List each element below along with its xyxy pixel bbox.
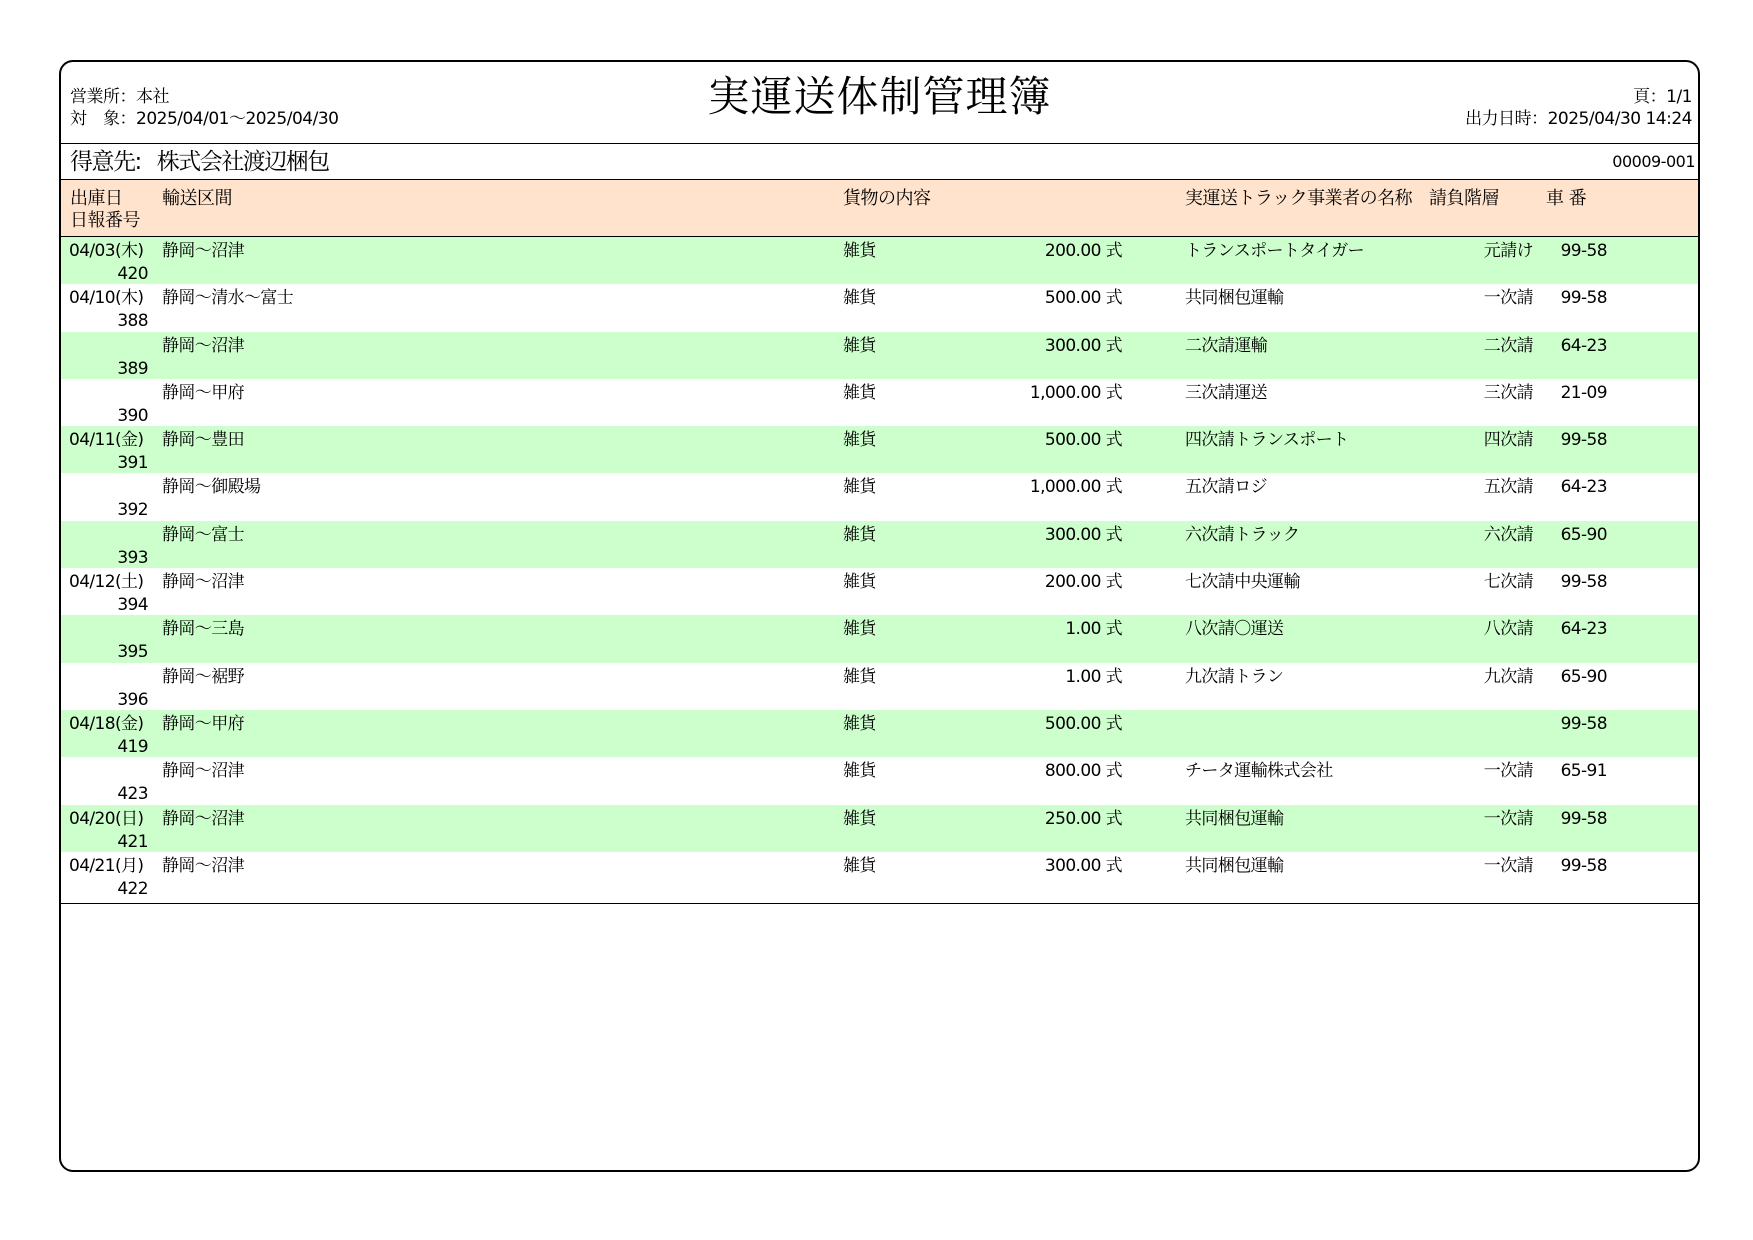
cargo: 雑貨 (843, 808, 876, 829)
report-number: 396 (117, 689, 148, 710)
quantity: 200.00 式 (1044, 241, 1122, 261)
carrier-name: 三次請運送 (1185, 382, 1267, 403)
report-number: 388 (117, 311, 148, 332)
report-number: 394 (117, 595, 148, 616)
cargo: 雑貨 (843, 855, 876, 876)
ship-date: 04/20(日) (69, 808, 144, 829)
cargo: 雑貨 (843, 713, 876, 734)
report-number: 420 (117, 264, 148, 284)
cargo: 雑貨 (843, 382, 876, 403)
contract-tier: 五次請 (1483, 477, 1533, 498)
route: 静岡〜沼津 (162, 761, 244, 782)
report-number: 389 (117, 358, 148, 379)
table-row (61, 757, 1698, 804)
cargo: 雑貨 (843, 430, 876, 451)
contract-tier: 七次請 (1483, 572, 1533, 593)
report-number: 391 (117, 453, 148, 474)
cargo: 雑貨 (843, 335, 876, 356)
table-row (61, 237, 1698, 284)
table-row (61, 426, 1698, 473)
route: 静岡〜沼津 (162, 335, 244, 356)
page-title: 実運送体制管理簿 (707, 72, 1052, 121)
cargo: 雑貨 (843, 572, 876, 593)
table-row (61, 663, 1698, 710)
quantity: 300.00 式 (1044, 855, 1122, 876)
period-label: 対 象：2025/04/01〜2025/04/30 (70, 109, 339, 129)
page-number: 頁：1/1 (1633, 87, 1692, 107)
route: 静岡〜富士 (162, 524, 244, 545)
carrier-name: 共同梱包運輸 (1185, 855, 1284, 876)
office-label: 営業所：本社 (70, 87, 169, 107)
carrier-name: 共同梱包運輸 (1185, 808, 1284, 829)
carrier-name: 六次請トラック (1185, 524, 1300, 545)
table-row (61, 805, 1698, 852)
col-ship-date: 出庫日 (70, 188, 123, 209)
quantity: 300.00 式 (1044, 524, 1122, 545)
quantity: 500.00 式 (1044, 288, 1122, 309)
report-number: 392 (117, 500, 148, 521)
carrier-name: チータ運輸株式会社 (1185, 761, 1333, 782)
report-sheet (59, 60, 1700, 1172)
route: 静岡〜裾野 (162, 666, 244, 687)
carrier-name: トランスポートタイガー (1185, 241, 1365, 261)
report-meta-right (1465, 86, 1692, 130)
cargo: 雑貨 (843, 288, 876, 309)
customer-info (70, 147, 329, 177)
table-row (61, 379, 1698, 426)
table-end-rule (61, 903, 1698, 904)
report-number: 395 (117, 642, 148, 663)
contract-tier: 八次請 (1483, 619, 1533, 640)
output-datetime: 出力日時：2025/04/30 14:24 (1465, 109, 1692, 129)
quantity: 1,000.00 式 (1029, 382, 1122, 403)
contract-tier: 六次請 (1483, 524, 1533, 545)
customer-bar (61, 144, 1698, 180)
quantity: 1.00 式 (1065, 619, 1122, 640)
report-number: 393 (117, 547, 148, 568)
route: 静岡〜沼津 (162, 808, 244, 829)
table-row (61, 710, 1698, 757)
truck-number: 99-58 (1560, 241, 1607, 261)
table-row (61, 332, 1698, 379)
table-row (61, 284, 1698, 331)
truck-number: 65-91 (1560, 761, 1607, 782)
route: 静岡〜沼津 (162, 241, 244, 261)
table-row (61, 521, 1698, 568)
cargo: 雑貨 (843, 241, 876, 261)
carrier-name: 四次請トランスポート (1185, 430, 1349, 451)
truck-number: 64-23 (1560, 477, 1607, 498)
truck-number: 99-58 (1560, 808, 1607, 829)
carrier-name: 八次請〇運送 (1185, 619, 1284, 640)
contract-tier: 二次請 (1483, 335, 1533, 356)
quantity: 800.00 式 (1044, 761, 1122, 782)
table-row (61, 568, 1698, 615)
customer-name: 株式会社渡辺梱包 (156, 149, 329, 175)
report-number: 390 (117, 405, 148, 426)
ship-date: 04/18(金) (69, 713, 144, 734)
quantity: 500.00 式 (1044, 713, 1122, 734)
quantity: 300.00 式 (1044, 335, 1122, 356)
table-row (61, 852, 1698, 899)
ship-date: 04/12(土) (69, 572, 144, 593)
contract-tier: 三次請 (1483, 382, 1533, 403)
col-tier: 請負階層 (1429, 188, 1499, 209)
route: 静岡〜清水〜富士 (162, 288, 294, 309)
truck-number: 99-58 (1560, 572, 1607, 593)
truck-number: 99-58 (1560, 855, 1607, 876)
route: 静岡〜甲府 (162, 382, 244, 403)
col-carrier: 実運送トラック事業者の名称 (1185, 188, 1413, 209)
customer-label: 得意先: (70, 149, 141, 175)
truck-number: 99-58 (1560, 713, 1607, 734)
cargo: 雑貨 (843, 619, 876, 640)
route: 静岡〜甲府 (162, 713, 244, 734)
carrier-name: 五次請ロジ (1185, 477, 1267, 498)
record-table (61, 237, 1698, 899)
contract-tier: 一次請 (1483, 855, 1533, 876)
col-route: 輸送区間 (162, 188, 232, 209)
col-cargo: 貨物の内容 (843, 188, 931, 209)
cargo: 雑貨 (843, 761, 876, 782)
cargo: 雑貨 (843, 524, 876, 545)
contract-tier: 一次請 (1483, 288, 1533, 309)
ship-date: 04/11(金) (69, 430, 144, 451)
carrier-name: 二次請運輸 (1185, 335, 1267, 356)
report-number: 423 (117, 784, 148, 805)
truck-number: 64-23 (1560, 619, 1607, 640)
contract-tier: 九次請 (1483, 666, 1533, 687)
report-number: 421 (117, 831, 148, 852)
carrier-name: 九次請トラン (1185, 666, 1284, 687)
report-header (61, 62, 1698, 144)
truck-number: 65-90 (1560, 666, 1607, 687)
ship-date: 04/10(木) (69, 288, 144, 309)
quantity: 1.00 式 (1065, 666, 1122, 687)
report-number: 419 (117, 736, 148, 757)
truck-number: 21-09 (1560, 382, 1607, 403)
column-header-row (61, 180, 1698, 237)
route: 静岡〜御殿場 (162, 477, 261, 498)
cargo: 雑貨 (843, 666, 876, 687)
truck-number: 65-90 (1560, 524, 1607, 545)
truck-number: 99-58 (1560, 288, 1607, 309)
quantity: 1,000.00 式 (1029, 477, 1122, 498)
route: 静岡〜三島 (162, 619, 244, 640)
carrier-name: 共同梱包運輸 (1185, 288, 1284, 309)
route: 静岡〜豊田 (162, 430, 244, 451)
carrier-name: 七次請中央運輸 (1185, 572, 1300, 593)
contract-tier: 四次請 (1483, 430, 1533, 451)
quantity: 200.00 式 (1044, 572, 1122, 593)
route: 静岡〜沼津 (162, 572, 244, 593)
cargo: 雑貨 (843, 477, 876, 498)
contract-tier: 元請け (1483, 241, 1533, 261)
col-report-no: 日報番号 (70, 210, 140, 231)
table-row (61, 473, 1698, 520)
route: 静岡〜沼津 (162, 855, 244, 876)
ship-date: 04/21(月) (69, 855, 144, 876)
contract-tier: 一次請 (1483, 761, 1533, 782)
table-row (61, 615, 1698, 662)
contract-tier: 一次請 (1483, 808, 1533, 829)
report-number: 422 (117, 878, 148, 899)
ship-date: 04/03(木) (69, 241, 144, 261)
truck-number: 99-58 (1560, 430, 1607, 451)
truck-number: 64-23 (1560, 335, 1607, 356)
customer-code: 00009-001 (1612, 152, 1695, 171)
quantity: 250.00 式 (1044, 808, 1122, 829)
quantity: 500.00 式 (1044, 430, 1122, 451)
col-truck-no: 車 番 (1546, 188, 1587, 209)
